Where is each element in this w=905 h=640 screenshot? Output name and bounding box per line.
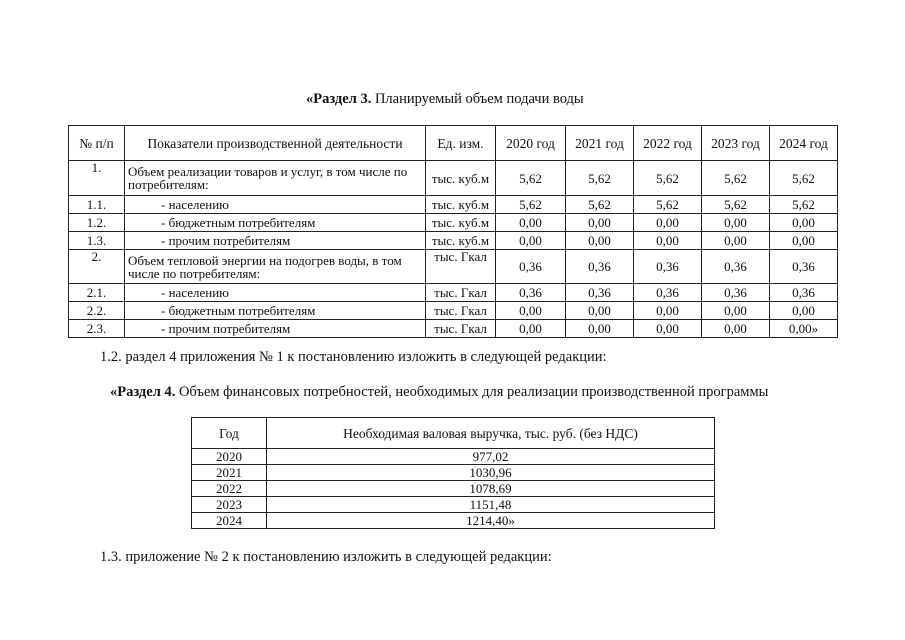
table-header-row [192,418,715,449]
row-revenue: 977,02 [267,449,715,465]
row-num: 1.1. [69,196,125,214]
row-value-2023: 5,62 [702,161,770,196]
col-header-2022: 2022 год [634,126,702,161]
table-row [69,302,838,320]
row-year: 2024 [192,513,267,529]
row-value-2024: 0,00 [770,232,838,250]
paragraph-1-3: 1.3. приложение № 2 к постановлению изложить в следующей редакции: [100,549,552,565]
revenue-table [191,417,715,529]
row-value-2020: 5,62 [496,196,566,214]
row-num: 1. [69,161,125,196]
table-row [69,232,838,250]
row-value-2022: 0,00 [634,232,702,250]
row-revenue: 1214,40» [267,513,715,529]
row-unit: тыс. Гкал [426,250,496,284]
section-4-heading [110,384,768,401]
row-num: 1.2. [69,214,125,232]
row-value-2024: 0,00» [770,320,838,338]
row-name: - бюджетным потребителям [125,214,426,232]
row-unit: тыс. Гкал [426,284,496,302]
row-value-2022: 0,00 [634,302,702,320]
row-value-2020: 5,62 [496,161,566,196]
row-unit: тыс. куб.м [426,196,496,214]
row-name: Объем реализации товаров и услуг, в том числе по потребителям: [125,161,426,196]
row-num: 1.3. [69,232,125,250]
row-year: 2022 [192,481,267,497]
table-header-row [69,126,838,161]
section-4-heading-bold: «Раздел 4. [110,384,176,400]
row-value-2022: 0,00 [634,320,702,338]
section-3-heading-text: Планируемый объем подачи воды [371,91,584,107]
row-value-2021: 0,00 [566,302,634,320]
row-unit: тыс. куб.м [426,232,496,250]
row-num: 2.1. [69,284,125,302]
table-row [192,513,715,529]
col-header-num: № п/п [69,126,125,161]
col-header-2020: 2020 год [496,126,566,161]
table-row [69,320,838,338]
row-value-2020: 0,36 [496,284,566,302]
row-value-2022: 0,00 [634,214,702,232]
table-row [69,250,838,284]
row-value-2024: 0,36 [770,250,838,284]
row-value-2021: 0,00 [566,214,634,232]
row-year: 2023 [192,497,267,513]
col-header-revenue: Необходимая валовая выручка, тыс. руб. (без НДС) [267,418,715,449]
section-3-heading [306,91,584,108]
row-unit: тыс. куб.м [426,214,496,232]
row-value-2020: 0,00 [496,302,566,320]
row-value-2024: 5,62 [770,161,838,196]
row-value-2024: 0,00 [770,214,838,232]
row-value-2020: 0,00 [496,214,566,232]
row-value-2021: 5,62 [566,161,634,196]
row-value-2023: 0,00 [702,214,770,232]
col-header-indicator: Показатели производственной деятельности [125,126,426,161]
table-row [192,449,715,465]
row-value-2022: 5,62 [634,196,702,214]
paragraph-1-2: 1.2. раздел 4 приложения № 1 к постановлению изложить в следующей редакции: [100,349,607,365]
row-value-2023: 0,36 [702,250,770,284]
table-row [69,196,838,214]
col-header-year: Год [192,418,267,449]
row-value-2024: 0,36 [770,284,838,302]
row-num: 2.2. [69,302,125,320]
table-row [69,214,838,232]
row-value-2021: 0,36 [566,284,634,302]
row-num: 2. [69,250,125,284]
table-row [192,465,715,481]
row-value-2024: 0,00 [770,302,838,320]
col-header-2024: 2024 год [770,126,838,161]
row-value-2021: 0,00 [566,320,634,338]
col-header-2021: 2021 год [566,126,634,161]
row-value-2021: 5,62 [566,196,634,214]
row-value-2022: 0,36 [634,250,702,284]
row-name: Объем тепловой энергии на подогрев воды, в том числе по потребителям: [125,250,426,284]
col-header-unit: Ед. изм. [426,126,496,161]
table-row [69,284,838,302]
water-supply-table [68,125,838,338]
row-value-2021: 0,00 [566,232,634,250]
row-name: - населению [125,284,426,302]
row-value-2021: 0,36 [566,250,634,284]
row-value-2023: 0,36 [702,284,770,302]
row-unit: тыс. Гкал [426,302,496,320]
row-name: - бюджетным потребителям [125,302,426,320]
row-value-2023: 0,00 [702,320,770,338]
row-value-2023: 0,00 [702,232,770,250]
row-value-2022: 0,36 [634,284,702,302]
row-value-2020: 0,00 [496,232,566,250]
row-unit: тыс. Гкал [426,320,496,338]
table-row [192,481,715,497]
row-value-2022: 5,62 [634,161,702,196]
row-value-2023: 0,00 [702,302,770,320]
row-value-2023: 5,62 [702,196,770,214]
col-header-2023: 2023 год [702,126,770,161]
row-name: - прочим потребителям [125,320,426,338]
row-value-2020: 0,00 [496,320,566,338]
table-row [69,161,838,196]
section-4-heading-text: Объем финансовых потребностей, необходимых для реализации производственной программы [175,384,769,400]
row-year: 2020 [192,449,267,465]
row-revenue: 1078,69 [267,481,715,497]
row-value-2024: 5,62 [770,196,838,214]
row-revenue: 1151,48 [267,497,715,513]
row-name: - прочим потребителям [125,232,426,250]
row-name: - населению [125,196,426,214]
row-value-2020: 0,36 [496,250,566,284]
row-unit: тыс. куб.м [426,161,496,196]
table-row [192,497,715,513]
row-year: 2021 [192,465,267,481]
row-num: 2.3. [69,320,125,338]
section-3-heading-bold: «Раздел 3. [306,91,372,107]
row-revenue: 1030,96 [267,465,715,481]
